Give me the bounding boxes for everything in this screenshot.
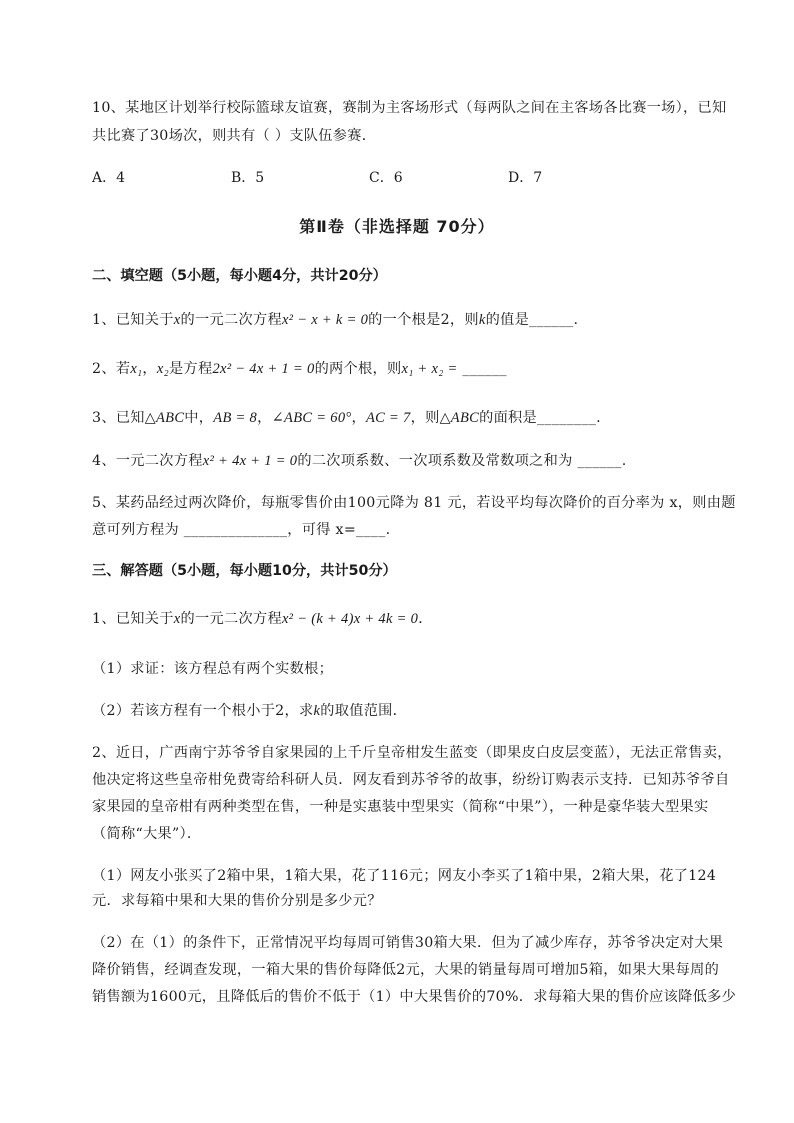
answer-q1-sub2-var-k: k <box>313 703 321 719</box>
fill-q2-var-x1: x₁ <box>130 361 143 377</box>
fill-q3-triangle-name: ABC <box>156 410 185 426</box>
answer-q2-sub2-line-1: （2）在（1）的条件下，正常情况平均每周可销售30箱大果．但为了减少库存，苏爷爷决定对大果 <box>92 935 724 951</box>
fill-q1-equation: x² − x + k = 0 <box>281 312 369 328</box>
fill-q4 <box>92 451 627 471</box>
answer-q2-sub2-line-3: 销售额为1600元，且降低后的售价不低于（1）中大果售价的70%．求每箱大果的售价应该降低多少 <box>92 989 737 1005</box>
answer-q2-stem-line-2: 他决定将这些皇帝柑免费寄给科研人员．网友看到苏爷爷的故事，纷纷订购表示支持．已知苏爷爷自 <box>92 772 730 788</box>
fill-q2 <box>92 359 507 379</box>
answer-q1-sub-2 <box>92 701 407 721</box>
answer-q2-sub1-line-2: 元．求每箱中果和大果的售价分别是多少元？ <box>92 893 382 909</box>
fill-q1-text-c: 的一元二次方程 <box>180 312 282 328</box>
answer-q2-stem-line-4: （简称“大果”）． <box>92 826 202 842</box>
answer-q2-sub2-line-2: 降价销售，经调查发现，一箱大果的售价每降低2元，大果的销量每周可增加5箱，如果大果每周的 <box>92 962 720 978</box>
answer-q1-text-d: ． <box>418 611 433 627</box>
fill-q2-sum-expression: x₁ + x₂ = <box>401 361 458 377</box>
answer-q2-stem-line-1: 2、近日，广西南宁苏爷爷自家果园的上千斤皇帝柑发生蓝变（即果皮白皮层变蓝），无法正常售卖， <box>92 745 732 761</box>
fill-q3-triangle-name-2: ABC <box>450 410 480 426</box>
fill-q3-text-f: ，则△ <box>410 410 451 426</box>
answer-q1-text-a: 1、已知关于 <box>92 611 174 627</box>
fill-q4-text-a: 4、一元二次方程 <box>92 453 203 469</box>
q10-option-a: A．4 <box>92 170 126 186</box>
fill-q3-text-e: ， <box>351 410 366 426</box>
answer-q1-sub-1: （1）求证：该方程总有两个实数根； <box>92 661 334 677</box>
fill-q2-text-c: ， <box>142 361 157 377</box>
answer-q1-equation: x² − (k + 4)x + 4k = 0 <box>281 611 419 627</box>
fill-q2-var-x2: x₂ <box>156 361 169 377</box>
fill-q1-var-x: x <box>173 312 181 328</box>
answer-section-heading: 三、解答题（5小题，每小题10分，共计50分） <box>92 563 397 579</box>
q10-stem-line-2: 共比赛了30场次，则共有（ ）支队伍参赛． <box>92 128 377 144</box>
fill-q2-text-f: 的两个根，则 <box>314 361 402 377</box>
fill-q3-text-d: ， <box>257 410 272 426</box>
q10-option-c: C．6 <box>369 170 403 186</box>
answer-q2-sub1-line-1: （1）网友小张买了2箱中果，1箱大果，花了116元；网友小李买了1箱中果，2箱大果，花了124 <box>92 868 717 884</box>
answer-q2-stem-line-3: 家果园的皇帝柑有两种类型在售，一种是实惠装中型果实（简称“中果”），一种是豪华装大型果实 <box>92 799 709 815</box>
fill-q2-text-e: 是方程 <box>168 361 213 377</box>
fill-q3-text-c: 中， <box>184 410 214 426</box>
fill-q3 <box>92 408 601 428</box>
fill-q2-blank: ______ <box>457 361 507 377</box>
answer-q1-sub2-text-a: （2）若该方程有一个根小于2，求 <box>92 703 314 719</box>
fill-q1-text-f: 的值是______. <box>485 312 579 328</box>
fill-q1-text-d: 的一个根是2，则 <box>368 312 479 328</box>
answer-q1-sub2-text-c: 的取值范围． <box>320 703 408 719</box>
fill-q3-text-h: 的面积是________. <box>479 410 601 426</box>
fill-q3-text-a: 3、已知△ <box>92 410 156 426</box>
answer-q1-var-x: x <box>173 611 181 627</box>
q10-option-b: B．5 <box>231 170 265 186</box>
fill-q5-line-2: 意可列方程为 ______________，可得 x=____. <box>92 522 391 538</box>
fill-q5-line-1: 5、某药品经过两次降价，每瓶零售价由100元降为 81 元，若设平均每次降价的百分率为 x，则由题 <box>92 495 736 511</box>
q10-option-d: D．7 <box>508 170 543 186</box>
q10-stem-line-1: 10、某地区计划举行校际篮球友谊赛，赛制为主客场形式（每两队之间在主客场各比赛一场），已知 <box>92 100 727 116</box>
fill-q1-var-k: k <box>478 312 486 328</box>
fill-q2-equation: 2x² − 4x + 1 = 0 <box>212 361 315 377</box>
fill-q4-equation: x² + 4x + 1 = 0 <box>202 453 298 469</box>
part-2-title: 第Ⅱ卷（非选择题 70分） <box>299 217 495 236</box>
fill-q3-side-ab: AB = 8 <box>213 410 258 426</box>
fill-q4-text-b: 的二次项系数、一次项系数及常数项之和为 ______. <box>297 453 627 469</box>
fill-section-heading: 二、填空题（5小题，每小题4分，共计20分） <box>92 268 387 284</box>
fill-q3-angle-abc: ∠ABC = 60° <box>271 410 352 426</box>
answer-q1 <box>92 609 433 629</box>
fill-q2-text-a: 2、若 <box>92 361 131 377</box>
fill-q1 <box>92 310 578 330</box>
fill-q1-text-a: 1、已知关于 <box>92 312 174 328</box>
fill-q3-side-ac: AC = 7 <box>365 410 411 426</box>
answer-q1-text-c: 的一元二次方程 <box>180 611 282 627</box>
